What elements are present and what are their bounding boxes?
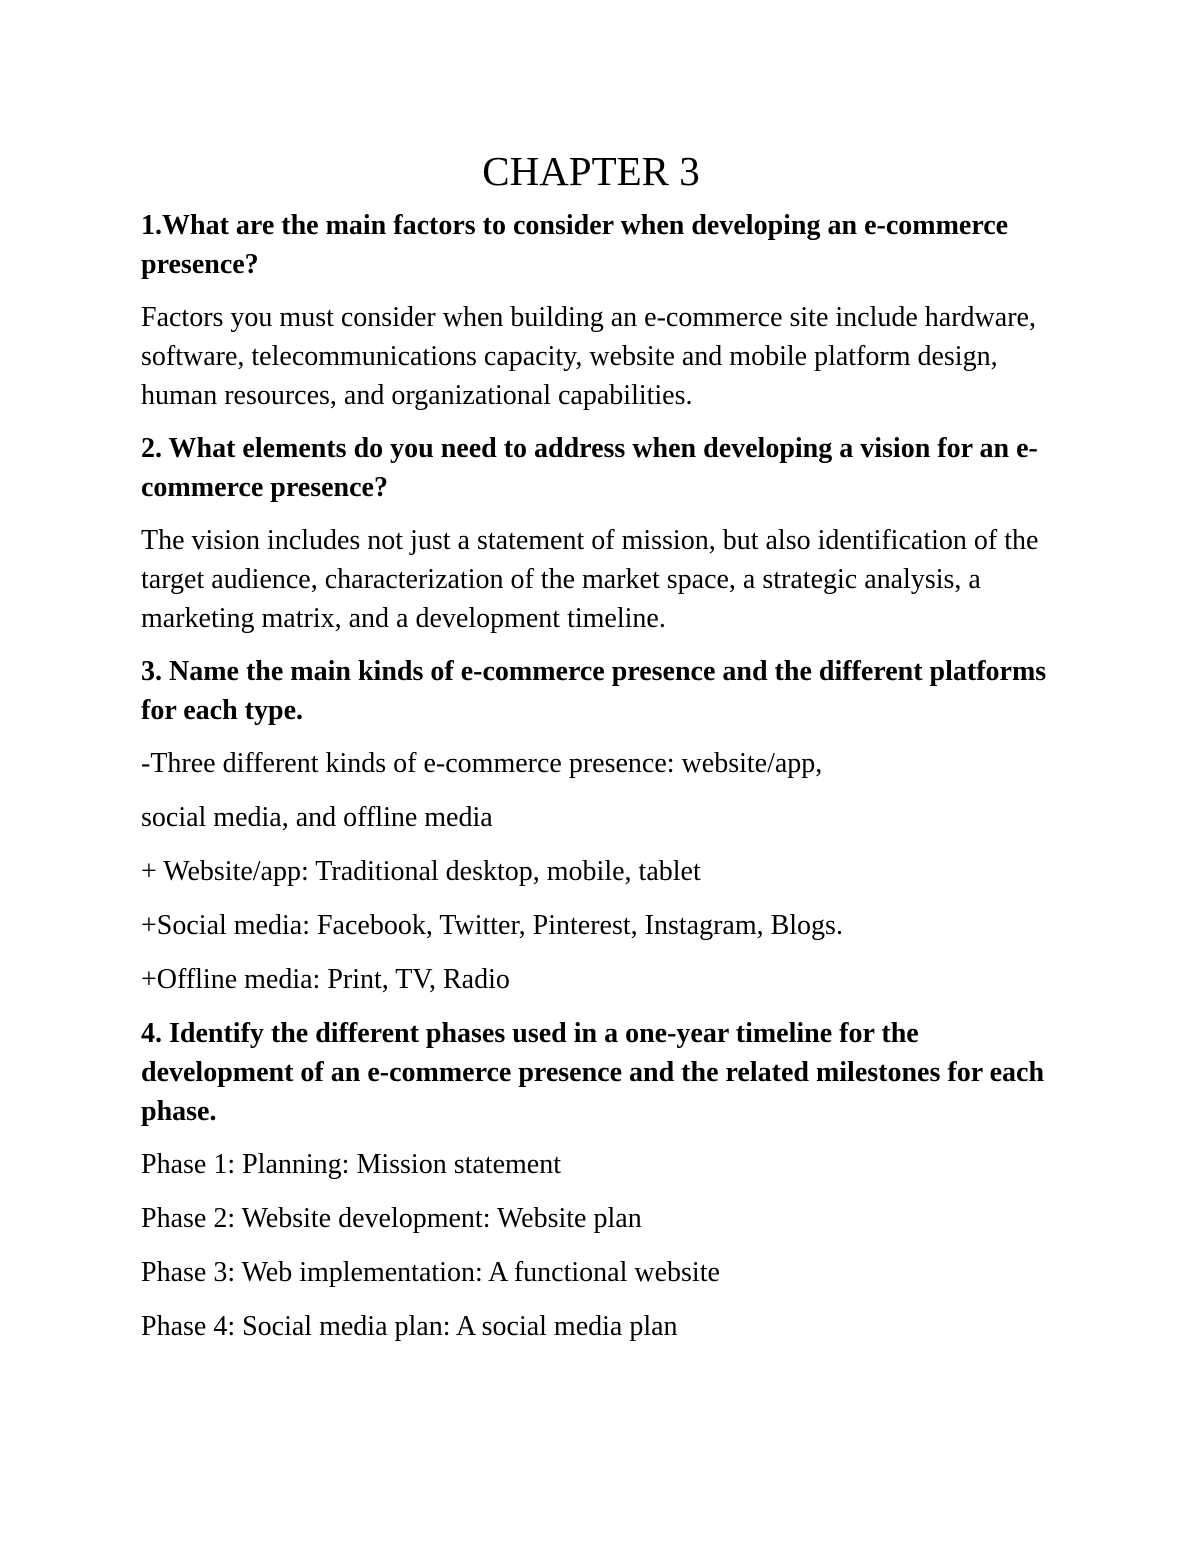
answer-3-line: social media, and offline media (141, 802, 493, 833)
phase-line: Phase 1: Planning: Mission statement (141, 1149, 561, 1180)
question-2: 2. What elements do you need to address when developing a vision for an e-commerce presence? (141, 433, 1038, 503)
phase-line: Phase 3: Web implementation: A functional website (141, 1257, 720, 1288)
answer-3-line: +Social media: Facebook, Twitter, Pinterest, Instagram, Blogs. (141, 910, 843, 941)
question-3: 3. Name the main kinds of e-commerce presence and the different platforms for each type. (141, 656, 1047, 726)
answer-3-line: -Three different kinds of e-commerce presence: website/app, (141, 748, 823, 779)
answer-1: Factors you must consider when building an e-commerce site include hardware, software, telecommunications capacity, website and mobile platform design, human resources, and organizational capabilities. (141, 302, 1036, 411)
answer-3-line: +Offline media: Print, TV, Radio (141, 964, 510, 995)
phase-line: Phase 4: Social media plan: A social media plan (141, 1311, 678, 1342)
question-1: 1.What are the main factors to consider when developing an e-commerce presence? (141, 210, 1009, 280)
question-4: 4. Identify the different phases used in a one-year timeline for the development of an e-commerce presence and the related milestones for each phase. (141, 1018, 1045, 1127)
answer-3-line: + Website/app: Traditional desktop, mobile, tablet (141, 856, 701, 887)
document-content (141, 148, 1061, 1361)
chapter-title: CHAPTER 3 (482, 148, 700, 194)
answer-2: The vision includes not just a statement of mission, but also identification of the target audience, characterization of the market space, a strategic analysis, a marketing matrix, and a development timeline. (141, 525, 1039, 634)
phase-line: Phase 2: Website development: Website plan (141, 1203, 642, 1234)
